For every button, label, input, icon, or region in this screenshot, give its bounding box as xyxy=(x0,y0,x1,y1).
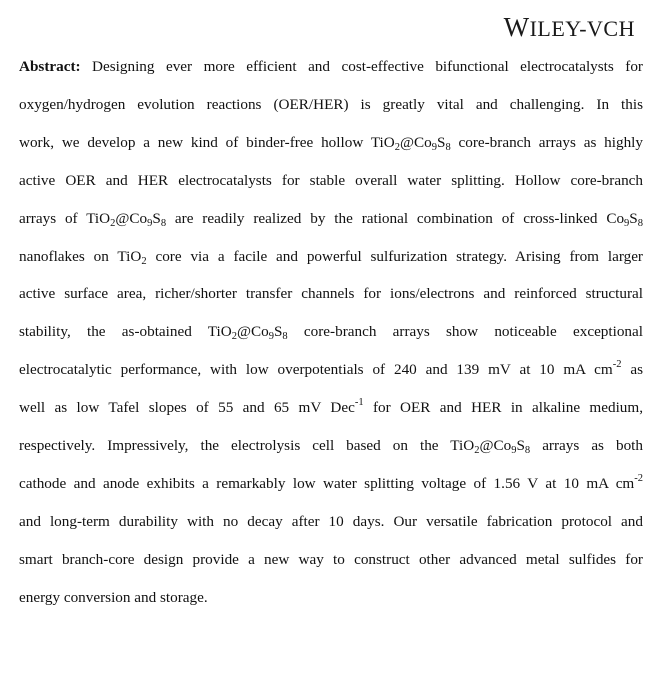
abstract-label: Abstract: xyxy=(19,58,81,75)
publisher-suffix: -VCH xyxy=(579,16,635,41)
abstract-line-text: Designing ever more efficient and cost-effective bifunctional electrocatalysts for xyxy=(80,58,643,75)
abstract-line: electrocatalytic performance, with low overpotentials of 240 and 139 mV at 10 mA $cm^{-2}$ as xyxy=(19,359,643,379)
abstract-line: stability, the as-obtained $TiO_2@Co_9S_8$ core-branch arrays show noticeable exceptional xyxy=(19,323,643,343)
abstract-line: active surface area, richer/shorter transfer channels for ions/electrons and reinforced structural xyxy=(19,285,643,303)
abstract-line: work, we develop a new kind of binder-free hollow $TiO_2@Co_9S_8$ core-branch arrays as highly xyxy=(19,133,643,153)
abstract-line: oxygen/hydrogen evolution reactions (OER/HER) is greatly vital and challenging. In this xyxy=(19,95,643,113)
abstract-line: smart branch-core design provide a new way to construct other advanced metal sulfides for xyxy=(19,550,643,568)
abstract-line: and long-term durability with no decay after 10 days. Our versatile fabrication protocol and xyxy=(19,512,643,530)
abstract-line: well as low Tafel slopes of 55 and 65 mV Dec$^{-1}$ for OER and HER in alkaline medium, xyxy=(19,397,644,417)
abstract-line xyxy=(19,48,643,86)
abstract-line: cathode and anode exhibits a remarkably low water splitting voltage of 1.56 V at 10 mA $cm^{-2}$ xyxy=(19,472,643,492)
abstract-line: arrays of $TiO_2@Co_9S_8$ are readily realized by the rational combination of cross-linked $Co_9S_8$ xyxy=(19,209,643,229)
abstract-line: respectively. Impressively, the electrolysis cell based on the $TiO_2@Co_9S_8$ arrays as both xyxy=(19,437,643,457)
abstract-line: active OER and HER electrocatalysts for stable overall water splitting. Hollow core-branch xyxy=(19,171,643,189)
publisher-initial: W xyxy=(503,12,530,42)
abstract-body xyxy=(19,48,643,617)
publisher-logo xyxy=(504,12,635,43)
abstract-line: energy conversion and storage. xyxy=(19,588,208,606)
publisher-name-rest: ILEY xyxy=(529,16,580,41)
abstract-line: nanoflakes on TiO$_2$ core via a facile and powerful sulfurization strategy. Arising from larger xyxy=(19,247,643,267)
